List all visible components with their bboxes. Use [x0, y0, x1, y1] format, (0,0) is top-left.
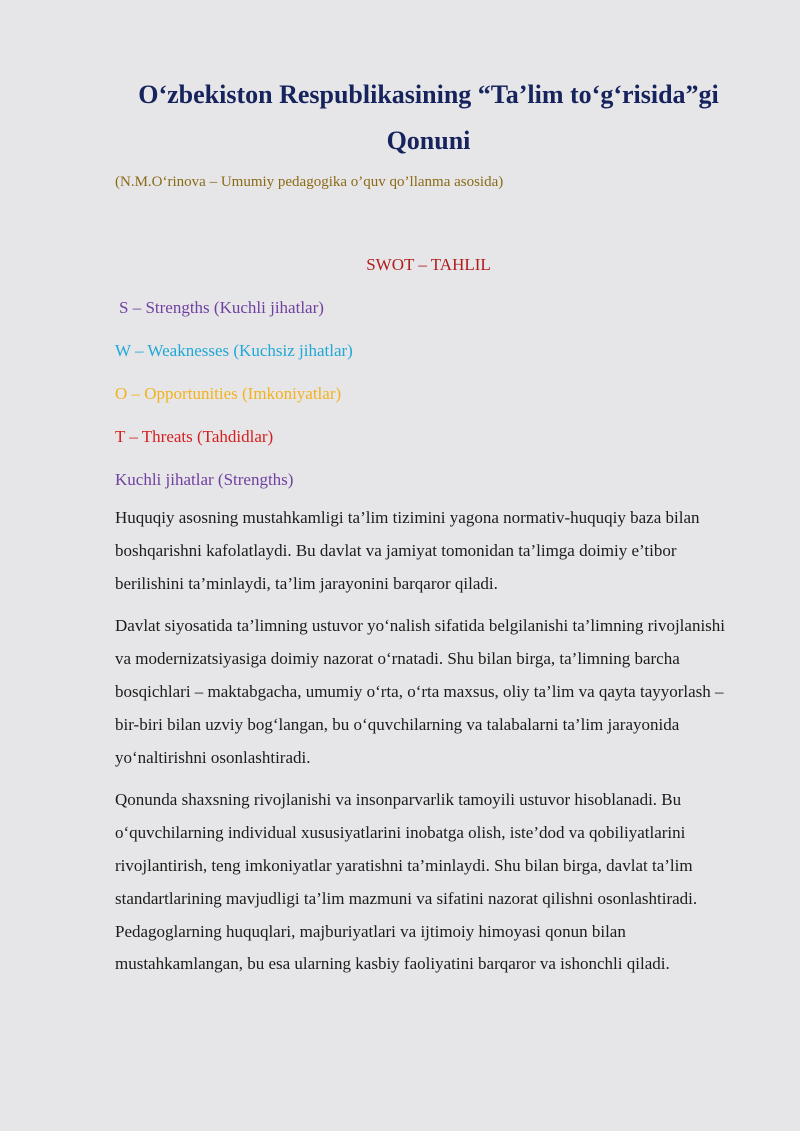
document-title: O‘zbekiston Respublikasining “Ta’lim to‘g‘risida”gi Qonuni — [138, 80, 719, 155]
swot-strengths: S – Strengths (Kuchli jihatlar) — [119, 298, 324, 317]
swot-threats: T – Threats (Tahdidlar) — [115, 427, 274, 446]
document-subtitle: (N.M.O‘rinova – Umumiy pedagogika o’quv qo’llanma asosida) — [115, 174, 504, 190]
swot-weaknesses: W – Weaknesses (Kuchsiz jihatlar) — [115, 341, 353, 360]
paragraph-state-policy: Davlat siyosatida ta’limning ustuvor yo‘nalish sifatida belgilanishi ta’limning rivojlanishi va modernizatsiyasiga doimiy nazorat o‘rnatadi. Shu bilan birga, ta’limning barcha bosqichlari – maktabgacha, umumiy o‘rta, o‘rta maxsus, oliy ta’lim va qayta tayyorlash – bir-biri bilan uzviy bog‘langan, bu o‘quvchilarning va talabalarni ta’lim jarayonida yo‘naltirishni osonlashtiradi. — [115, 616, 726, 767]
swot-opportunities: O – Opportunities (Imkoniyatlar) — [115, 384, 342, 403]
paragraph-personal-development: Qonunda shaxsning rivojlanishi va insonparvarlik tamoyili ustuvor hisoblanadi. Bu o‘quvchilarning individual xususiyatlarini inobatga olish, iste’dod va qobiliyatlarini rivojlantirish, teng imkoniyatlar yaratishni ta’minlaydi. Shu bilan birga, davlat ta’lim standartlarining mavjudligi ta’lim mazmuni va sifatini nazorat qilishni osonlashtiradi. Pedagoglarning huquqlari, majburiyatlari va ijtimoiy himoyasi qonun bilan mustahkamlangan, bu esa ularning kasbiy faoliyatini barqaror va ishonchli qiladi. — [115, 790, 698, 974]
swot-heading: SWOT – TAHLIL — [366, 255, 491, 274]
section-heading-strengths: Kuchli jihatlar (Strengths) — [115, 470, 294, 489]
paragraph-legal-basis: Huquqiy asosning mustahkamligi ta’lim tizimini yagona normativ-huquqiy baza bilan boshqarishni kafolatlaydi. Bu davlat va jamiyat tomonidan ta’limga doimiy e’tibor berilishini ta’minlaydi, ta’lim jarayonini barqaror qiladi. — [115, 508, 700, 593]
